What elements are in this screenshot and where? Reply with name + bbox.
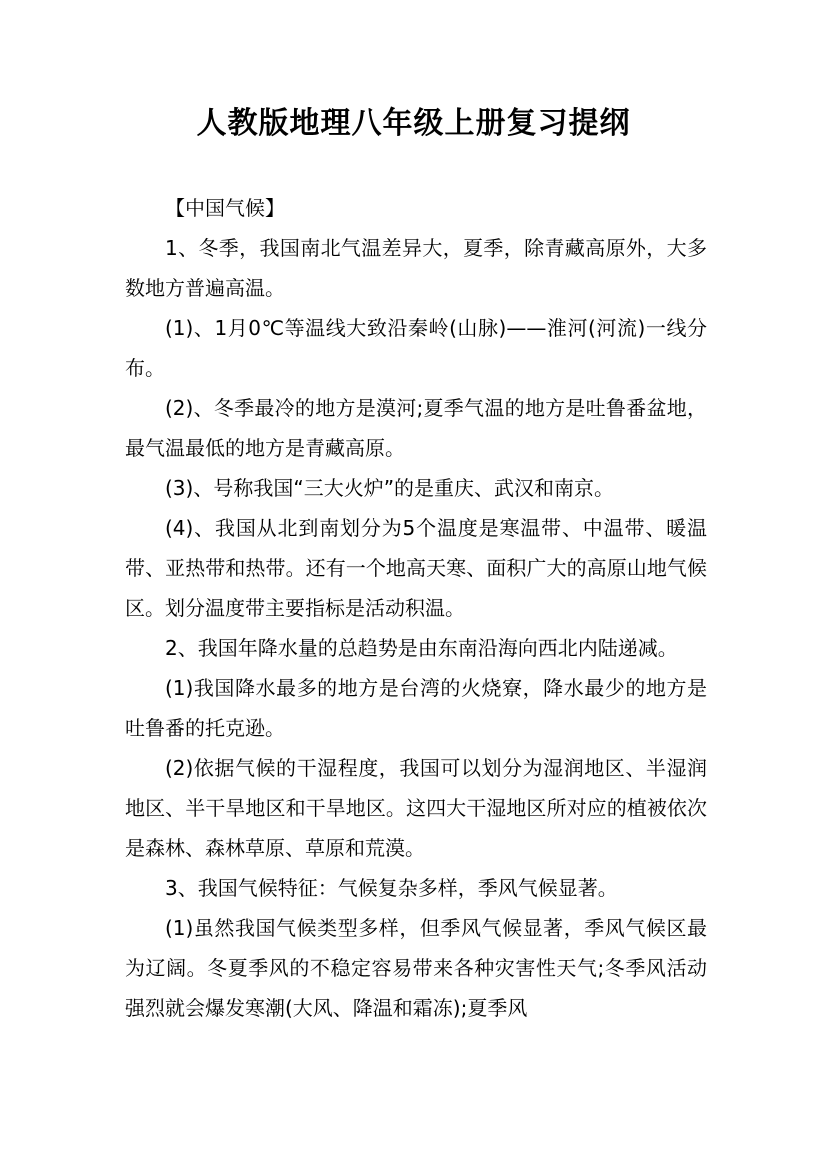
paragraph: 3、我国气候特征：气候复杂多样，季风气候显著。 (165, 876, 618, 900)
paragraph: (2)依据气候的干湿程度，我国可以划分为湿润地区、半湿润地区、半干旱地区和干旱地区。这四大干湿地区所对应的植被依次是森林、森林草原、草原和荒漠。 (125, 756, 707, 860)
paragraph: (2)、冬季最冷的地方是漠河;夏季气温的地方是吐鲁番盆地，最气温最低的地方是青藏高原。 (125, 396, 707, 460)
section-heading: 【中国气候】 (165, 196, 285, 220)
paragraph: (3)、号称我国“三大火炉”的是重庆、武汉和南京。 (165, 476, 615, 500)
paragraph: (1)我国降水最多的地方是台湾的火烧寮，降水最少的地方是吐鲁番的托克逊。 (125, 676, 707, 740)
paragraph: 2、我国年降水量的总趋势是由东南沿海向西北内陆递减。 (165, 636, 678, 660)
paragraph: 1、冬季，我国南北气温差异大，夏季，除青藏高原外，大多数地方普遍高温。 (125, 236, 707, 300)
document-body (125, 188, 707, 1028)
paragraph: (4)、我国从北到南划分为5个温度是寒温带、中温带、暖温带、亚热带和热带。还有一个地高天寒、面积广大的高原山地气候区。划分温度带主要指标是活动积温。 (125, 516, 707, 620)
paragraph: (1)虽然我国气候类型多样，但季风气候显著，季风气候区最为辽阔。冬夏季风的不稳定容易带来各种灾害性天气;冬季风活动强烈就会爆发寒潮(大风、降温和霜冻);夏季风 (125, 916, 707, 1020)
document-title: 人教版地理八年级上册复习提纲 (196, 106, 631, 141)
paragraph: (1)、1月0℃等温线大致沿秦岭(山脉)——淮河(河流)一线分布。 (125, 316, 707, 380)
